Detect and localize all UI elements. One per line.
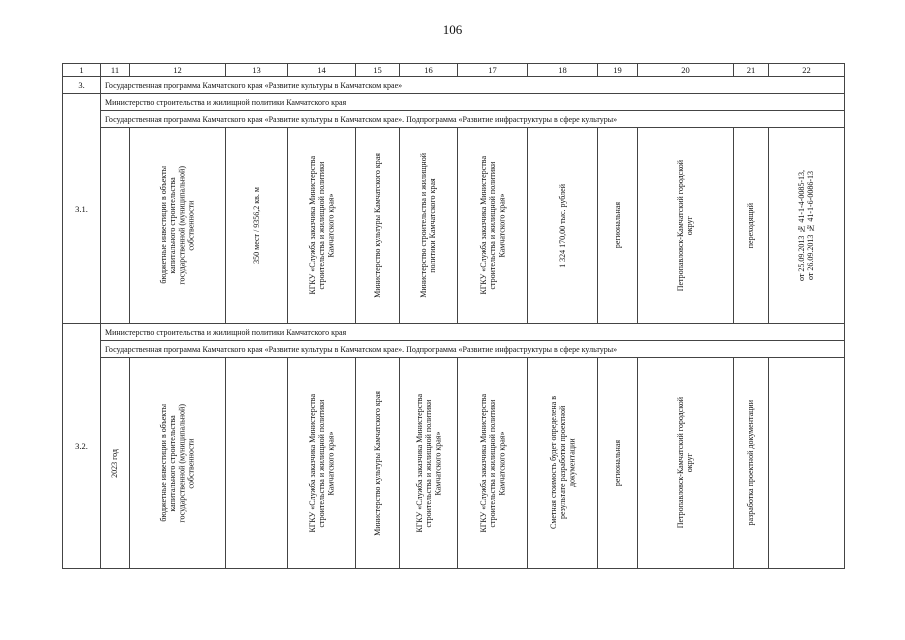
cell-col20 xyxy=(638,358,734,569)
header-cell: 13 xyxy=(226,64,288,77)
item-number: 3.2. xyxy=(63,324,101,569)
cell-text: 1 324 170,00 тыс. рублей xyxy=(557,183,567,268)
program-row xyxy=(63,111,845,128)
section-row xyxy=(63,77,845,94)
cell-col16 xyxy=(400,128,458,324)
program-name: Государственная программа Камчатского края «Развитие культуры в Камчатском крае». Подпрограмма «Развитие инфраструктуры в сфере культуры» xyxy=(101,341,845,358)
program-row xyxy=(63,341,845,358)
cell-text: 2023 год xyxy=(110,448,120,478)
cell-text: Министерство культуры Камчатского края xyxy=(372,390,382,536)
cell-text: переходящий xyxy=(746,202,756,249)
ministry-row xyxy=(63,94,845,111)
cell-col15 xyxy=(356,358,400,569)
cell-col22 xyxy=(769,358,845,569)
header-cell: 1 xyxy=(63,64,101,77)
cell-col18 xyxy=(528,358,598,569)
cell-text: региональная xyxy=(612,202,622,249)
cell-col21 xyxy=(734,128,769,324)
cell-col13 xyxy=(226,128,288,324)
cell-text: КГКУ «Служба заказчика Министерства строительства и жилищной политики Камчатского края» xyxy=(307,156,336,295)
cell-col19 xyxy=(598,358,638,569)
page-number: 106 xyxy=(442,22,463,37)
cell-col12 xyxy=(130,128,226,324)
section-title: Государственная программа Камчатского края «Развитие культуры в Камчатском крае» xyxy=(101,77,845,94)
cell-col13 xyxy=(226,358,288,569)
ministry-name: Министерство строительства и жилищной политики Камчатского края xyxy=(101,94,845,111)
header-cell: 21 xyxy=(734,64,769,77)
cell-col12 xyxy=(130,358,226,569)
cell-col14 xyxy=(288,128,356,324)
cell-text: КГКУ «Служба заказчика Министерства строительства и жилищной политики Камчатского края» xyxy=(414,393,443,533)
header-cell: 17 xyxy=(458,64,528,77)
cell-col15 xyxy=(356,128,400,324)
header-cell: 22 xyxy=(769,64,845,77)
cell-text: Министерство культуры Камчатского края xyxy=(372,153,382,298)
header-cell: 20 xyxy=(638,64,734,77)
cell-col16 xyxy=(400,358,458,569)
cell-text: Петропавловск-Камчатский городской округ xyxy=(676,397,695,529)
cell-col11 xyxy=(101,128,130,324)
cell-col21 xyxy=(734,358,769,569)
header-cell: 18 xyxy=(528,64,598,77)
cell-col17 xyxy=(458,358,528,569)
cell-col22 xyxy=(769,128,845,324)
cell-text: региональная xyxy=(612,439,622,487)
investment-table xyxy=(62,63,845,569)
cell-text: бюджетные инвестиции в объекты капитального строительства государственной (муниципальной) собственности xyxy=(159,166,196,285)
ministry-row xyxy=(63,324,845,341)
cell-text: Петропавловск-Камчатский городской округ xyxy=(676,159,695,292)
cell-text: разработка проектной документации xyxy=(746,400,756,526)
cell-col20 xyxy=(638,128,734,324)
header-cell: 15 xyxy=(356,64,400,77)
header-cell: 12 xyxy=(130,64,226,77)
cell-col14 xyxy=(288,358,356,569)
header-cell: 16 xyxy=(400,64,458,77)
cell-col19 xyxy=(598,128,638,324)
cell-col17 xyxy=(458,128,528,324)
section-number: 3. xyxy=(63,77,101,94)
cell-text: Сметная стоимость будет определена в результате разработки проектной документации xyxy=(548,396,577,530)
cell-text: от 25.09.2013 № 41-1-4-0085-13, от 26.09.2013 № 41-1-6-0086-13 xyxy=(797,169,816,282)
header-cell: 11 xyxy=(101,64,130,77)
item-number: 3.1. xyxy=(63,94,101,324)
program-name: Государственная программа Камчатского края «Развитие культуры в Камчатском крае». Подпрограмма «Развитие инфраструктуры в сфере культуры» xyxy=(101,111,845,128)
cell-text: 350 мест / 9356,2 кв. м xyxy=(251,187,261,264)
header-row xyxy=(63,64,845,77)
cell-text: КГКУ «Служба заказчика Министерства строительства и жилищной политики Камчатского края» xyxy=(478,156,507,295)
header-cell: 14 xyxy=(288,64,356,77)
table-row xyxy=(63,128,845,324)
cell-text: КГКУ «Служба заказчика Министерства строительства и жилищной политики Камчатского края» xyxy=(478,393,507,533)
cell-text: Министерство строительства и жилищной политики Камчатского края xyxy=(419,153,438,298)
cell-col11 xyxy=(101,358,130,569)
cell-text: бюджетные инвестиции в объекты капитального строительства государственной (муниципальной) собственности xyxy=(159,403,196,523)
cell-col18 xyxy=(528,128,598,324)
ministry-name: Министерство строительства и жилищной политики Камчатского края xyxy=(101,324,845,341)
header-cell: 19 xyxy=(598,64,638,77)
cell-text: КГКУ «Служба заказчика Министерства строительства и жилищной политики Камчатского края» xyxy=(307,393,336,533)
table-row xyxy=(63,358,845,569)
